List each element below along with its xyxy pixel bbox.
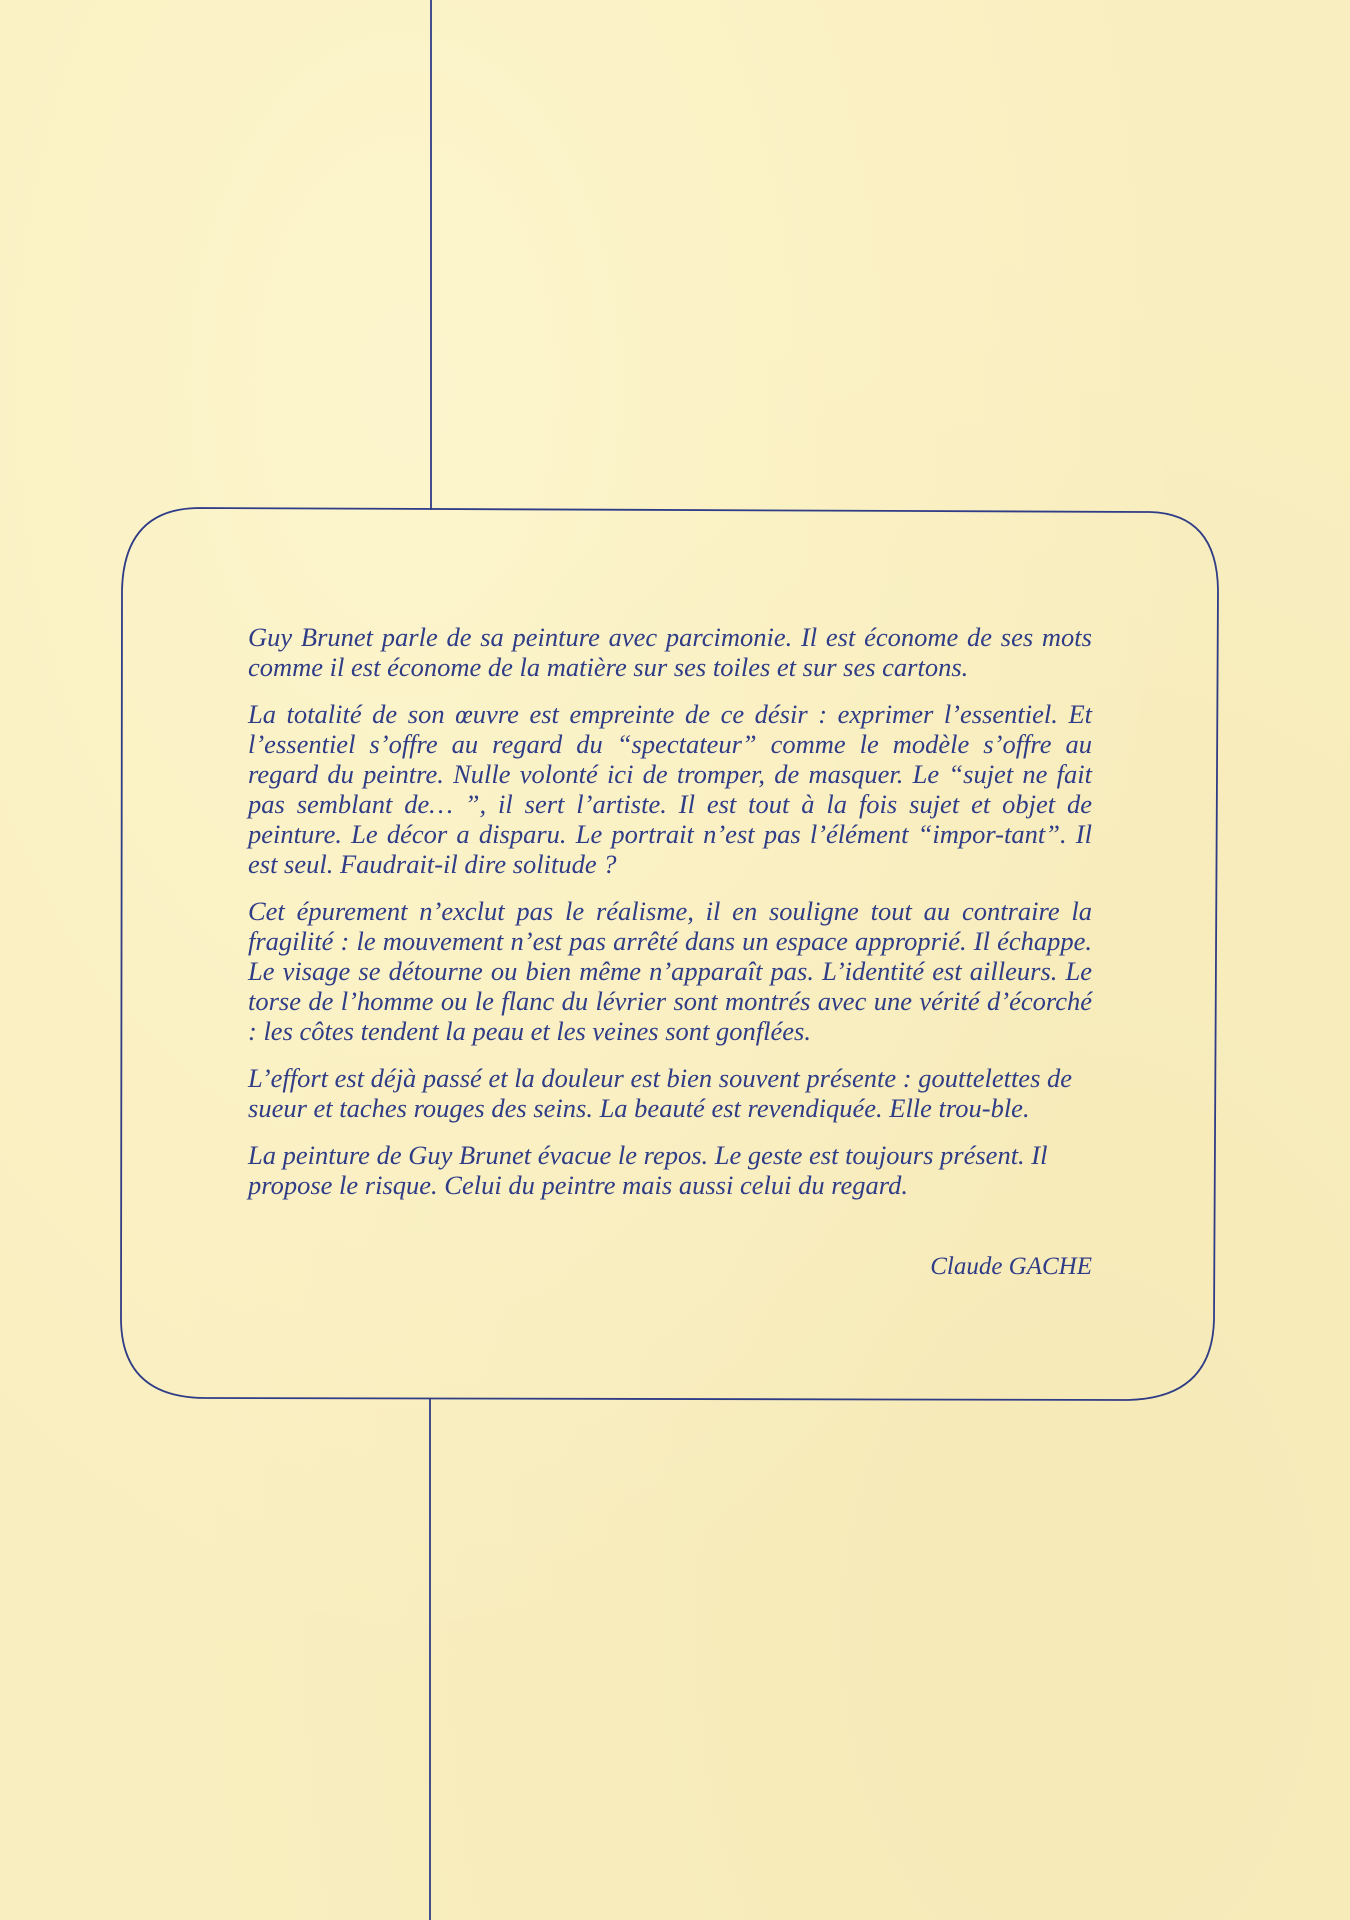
paragraph-4: L’effort est déjà passé et la douleur est bien souvent présente : gouttelettes de sueur et taches rouges des seins. La beauté est revendiquée. Elle trou-ble. <box>248 1063 1073 1123</box>
paragraph-5: La peinture de Guy Brunet évacue le repos. Le geste est toujours présent. Il propose le risque. Celui du peintre mais aussi celui du regard. <box>248 1140 1048 1200</box>
paragraph-1: Guy Brunet parle de sa peinture avec parcimonie. Il est économe de ses mots comme il est économe de la matière sur ses toiles et sur ses cartons. <box>248 622 1092 682</box>
author-signature: Claude GACHE <box>930 1253 1092 1280</box>
paragraph-3: Cet épurement n’exclut pas le réalisme, il en souligne tout au contraire la fragilité : le mouvement n’est pas arrêté dans un espace approprié. Il échappe. Le visage se détourne ou bien même n’apparaît pas. L’identité est ailleurs. Le torse de l’homme ou le flanc du lévrier sont montrés avec une vérité d’écorché : les côtes tendent la peau et les veines sont gonflées. <box>248 896 1092 1046</box>
essay-text <box>248 622 1092 1217</box>
paragraph-2: La totalité de son œuvre est empreinte de ce désir : exprimer l’essentiel. Et l’essentiel s’offre au regard du “spectateur” comme le modèle s’offre au regard du peintre. Nulle volonté ici de tromper, de masquer. Le “sujet ne fait pas semblant de… ”, il sert l’artiste. Il est tout à la fois sujet et objet de peinture. Le décor a disparu. Le portrait n’est pas l’élément “impor-tant”. Il est seul. Faudrait-il dire solitude ? <box>248 699 1092 879</box>
